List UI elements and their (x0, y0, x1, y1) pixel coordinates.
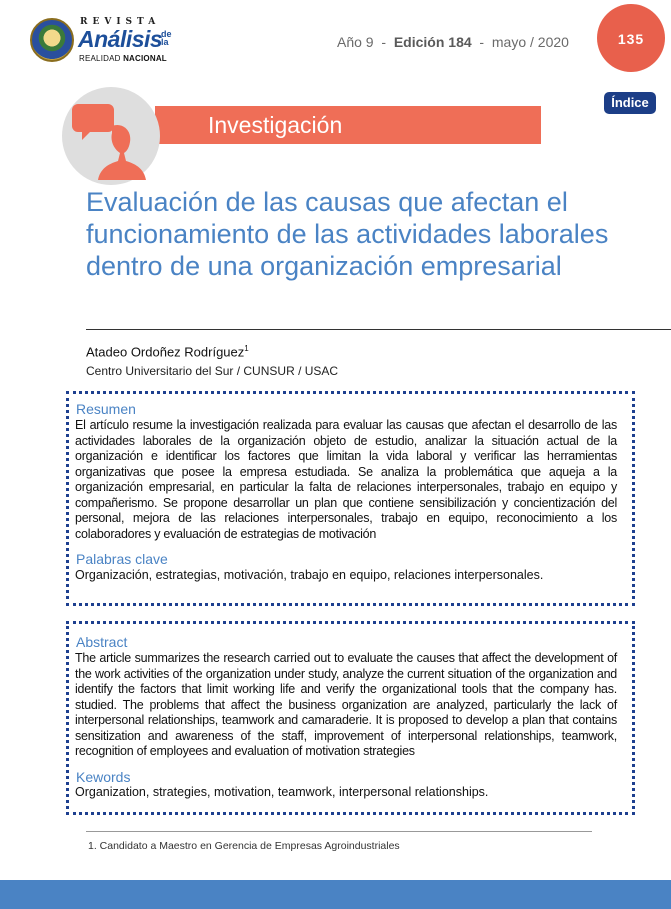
abstract-box (66, 621, 635, 815)
index-button[interactable]: Índice (604, 92, 656, 114)
author-affiliation: Centro Universitario del Sur / CUNSUR / USAC (86, 364, 339, 378)
resumen-heading: Resumen (76, 401, 136, 417)
article-title: Evaluación de las causas que afectan el funcionamiento de las actividades laborales dentro de una organización empresarial (86, 187, 609, 281)
guatemala-seal-icon (30, 18, 74, 62)
logo-analisis: Análisis (78, 26, 163, 52)
issue-edition: Edición 184 (393, 34, 472, 50)
section-label: Investigación (208, 112, 343, 138)
bottom-bar (0, 880, 671, 909)
issue-info: Año 9 - Edición 184 - mayo / 2020 (337, 34, 569, 50)
author-name: Atadeo Ordoñez Rodríguez$^1$ (86, 344, 249, 360)
abstract-keywords-heading: Kewords (76, 769, 131, 785)
issue-year: Año 9 (337, 34, 374, 50)
logo-de-la: de la (161, 29, 172, 47)
magazine-logo (30, 16, 190, 68)
footnote-divider (86, 831, 592, 832)
resumen-body: El artículo resume la investigación realizada para evaluar las causas que afectan el desarrollo de las actividades laborales de la organización objeto de estudio, analizar la situación actual de la organización e identificar los factores que limitan la vida laboral y verificar las herramientas organizativas que posee la empresa estudiada. Se analiza la problemática que aqueja a la organización empresarial, en particular la falta de relaciones interpersonales, trabajo en equipo y compañerismo. Se propone desarrollar un plan que contiene sensibilización y concientización del personal, mejora de las relaciones interpersonales, trabajo en equipo, reconocimiento a los colaboradores y evaluación de estrategias de motivación (75, 418, 617, 541)
page-number-badge (597, 4, 665, 72)
issue-date: mayo / 2020 (491, 34, 569, 50)
footnote: 1. Candidato a Maestro en Gerencia de Empresas Agroindustriales (88, 840, 400, 852)
resumen-box (66, 391, 635, 606)
keywords-text: Organización, estrategias, motivación, trabajo en equipo, relaciones interpersonales. (75, 568, 544, 582)
logo-revista: REVISTA (80, 17, 161, 27)
abstract-heading: Abstract (76, 634, 128, 650)
abstract-body: The article summarizes the research carried out to evaluate the causes that affect the development of the work activities of the organization under study, analyze the current situation of the organization and identify the factors that limit working life and verify the organizational tools that the company has. studied. The problems that affect the business organization are analyzed, particularly the lack of interpersonal relationships, teamwork and camaraderie. It is proposed to develop a plan that contains sensitization and awareness of the staff, improvement of interpersonal relationships, teamwork, recognition of employees and evaluation of motivation strategies (75, 651, 617, 758)
logo-realidad-nacional: REALIDAD NACIONAL (79, 54, 167, 63)
abstract-keywords-text: Organization, strategies, motivation, teamwork, interpersonal relationships. (75, 785, 489, 799)
keywords-heading: Palabras clave (76, 551, 168, 567)
page-number: 135 (617, 31, 645, 47)
title-divider (86, 329, 671, 330)
speech-bubble-person-icon (68, 96, 152, 180)
